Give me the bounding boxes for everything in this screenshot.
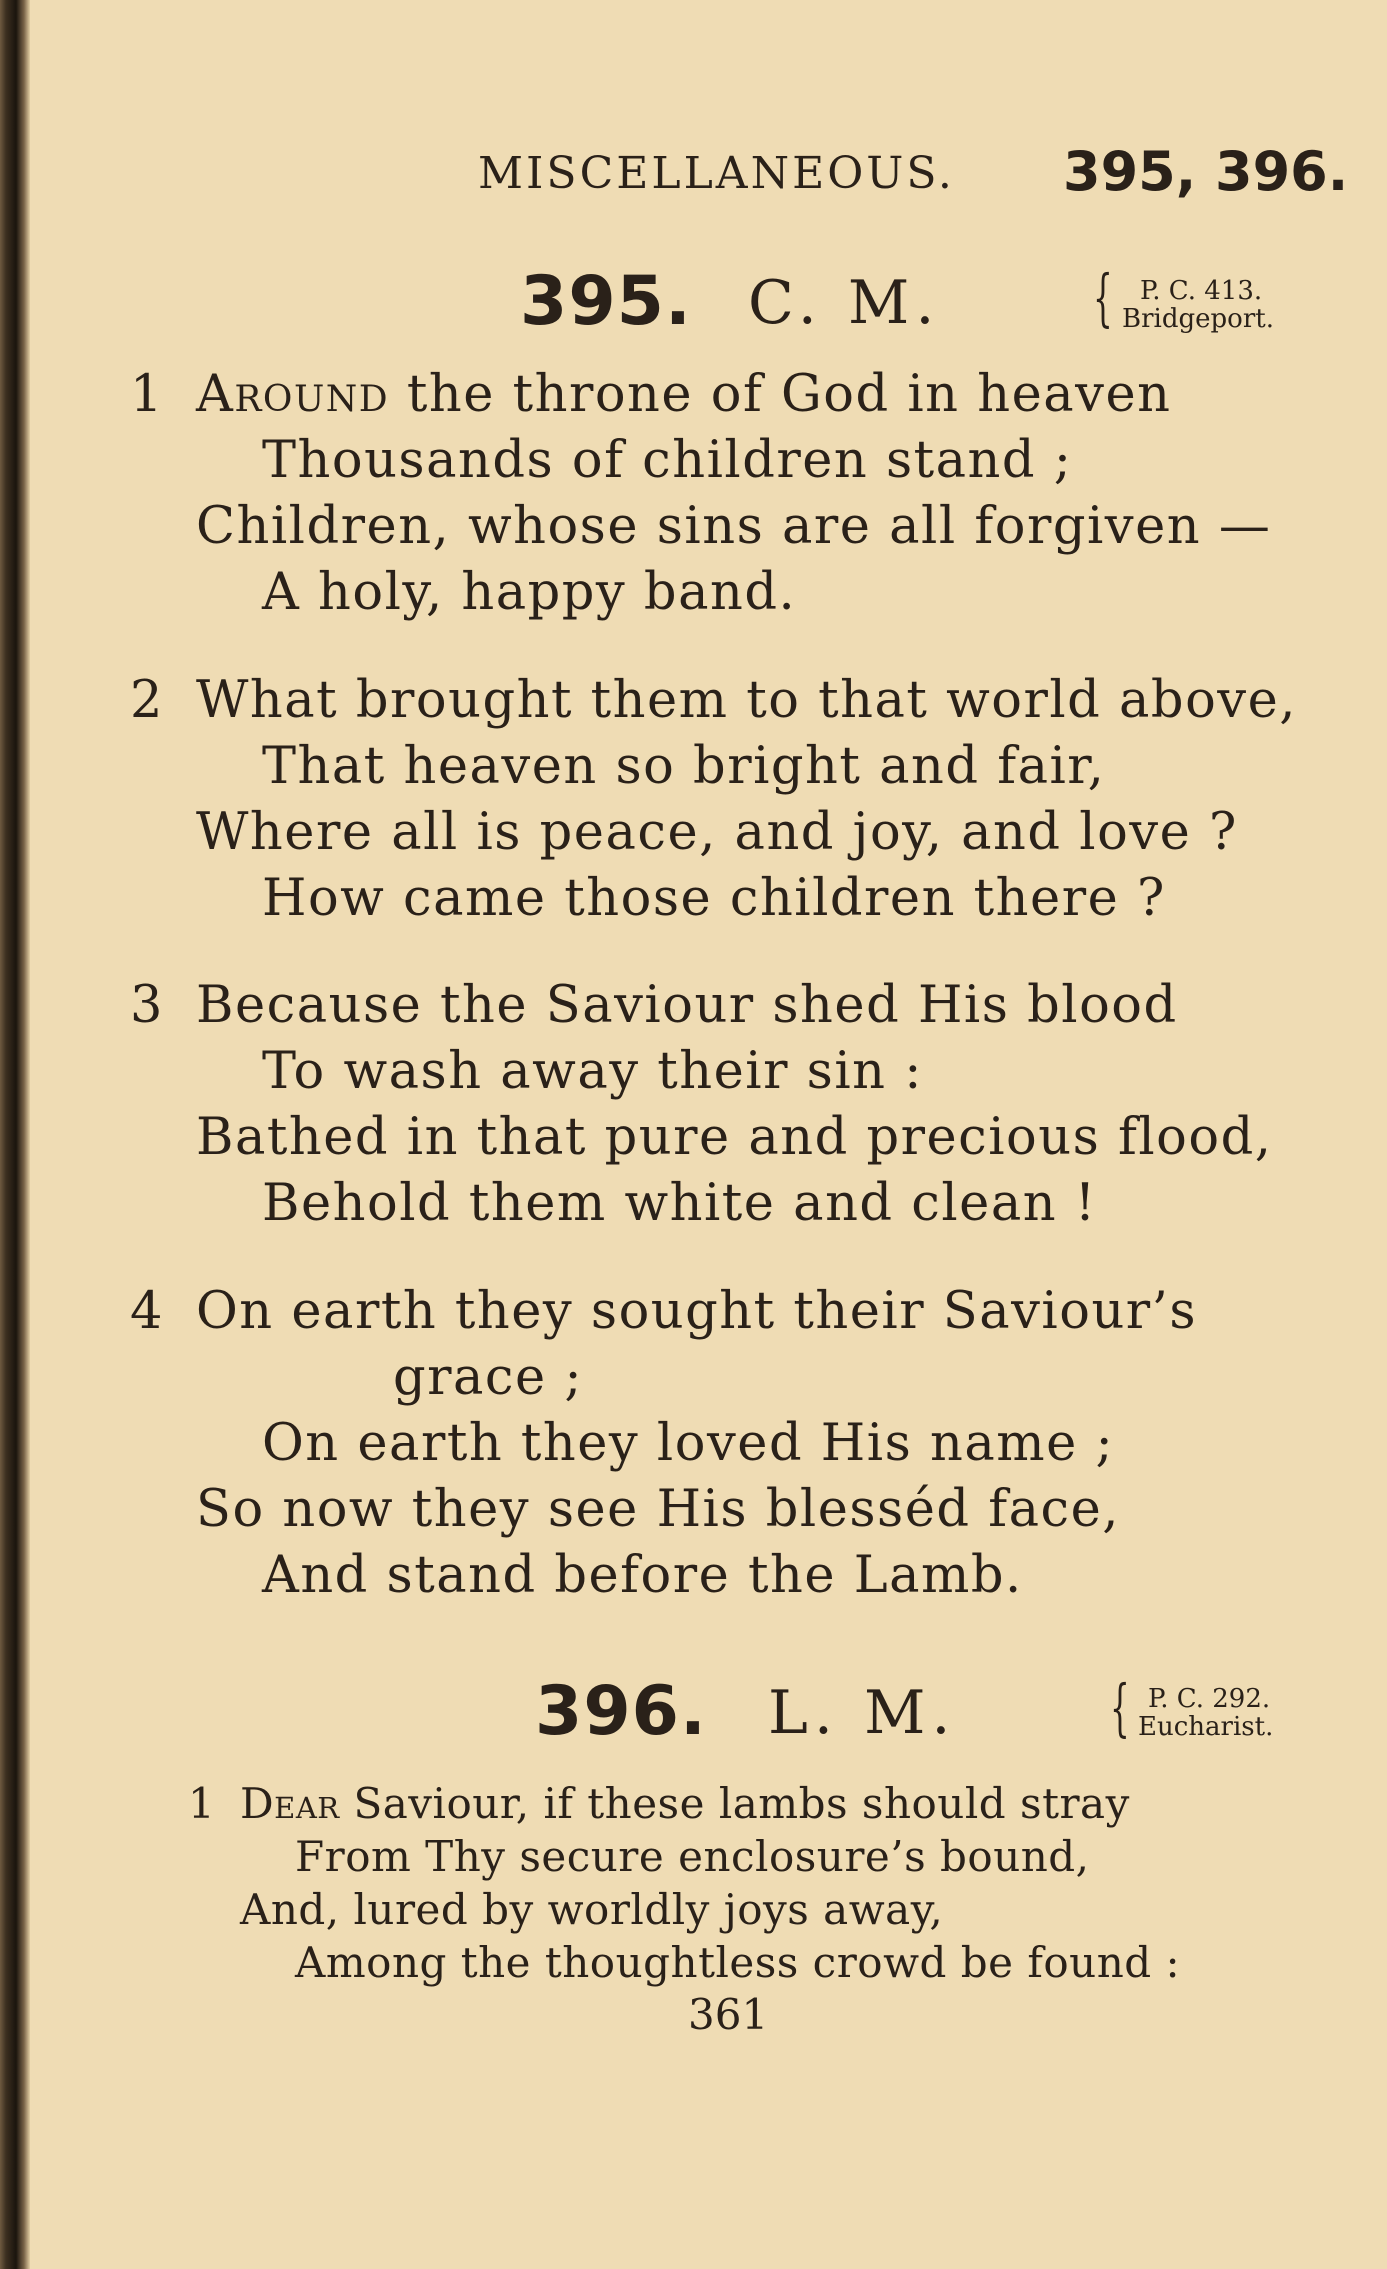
hymn-number: 396.	[535, 1672, 707, 1751]
verse-line-text: Saviour, if these lambs should stray	[339, 1779, 1130, 1828]
verse-line: Bathed in that pure and precious flood,	[196, 1108, 1273, 1167]
verse-line: And, lured by worldly joys away,	[240, 1885, 944, 1934]
header-hymn-numbers: 395, 396.	[1063, 140, 1349, 203]
verse-line: Children, whose sins are all forgiven —	[196, 497, 1272, 556]
verse-line: To wash away their sin :	[262, 1042, 923, 1101]
stanza-number: 1	[188, 1779, 216, 1828]
verse-line: On earth they sought their Saviour’s	[196, 1282, 1198, 1341]
tune-reference: P. C. 413.	[1140, 276, 1263, 306]
verse-line-turnover: grace ;	[393, 1348, 584, 1407]
verse-line-text: the throne of God in heaven	[389, 365, 1172, 424]
page-number: 361	[688, 1990, 769, 2039]
verse-first-word: Around	[196, 365, 390, 424]
verse-line: Where all is peace, and joy, and love ?	[196, 803, 1238, 862]
stanza-number: 1	[130, 365, 164, 424]
verse-line: What brought them to that world above,	[196, 671, 1297, 730]
hymn-meter: L. M.	[768, 1678, 957, 1748]
hymn-meter: C. M.	[748, 268, 941, 338]
verse-line: Thousands of children stand ;	[262, 431, 1073, 490]
stanza-number: 2	[130, 671, 164, 730]
verse-line	[196, 362, 1172, 428]
tune-brace: {	[1093, 261, 1113, 334]
tune-name: Bridgeport.	[1122, 304, 1274, 334]
stanza-number: 4	[130, 1282, 164, 1341]
verse-line: And stand before the Lamb.	[262, 1546, 1023, 1605]
verse-first-word: Dear	[240, 1779, 340, 1828]
verse-line: That heaven so bright and fair,	[262, 737, 1106, 796]
tune-reference: P. C. 292.	[1148, 1684, 1271, 1714]
hymn-number: 395.	[520, 262, 692, 341]
tune-brace: {	[1110, 1671, 1130, 1744]
verse-line: A holy, happy band.	[262, 563, 797, 622]
verse-line: Because the Saviour shed His blood	[196, 976, 1178, 1035]
verse-line: From Thy secure enclosure’s bound,	[295, 1832, 1090, 1881]
stanza-number: 3	[130, 976, 164, 1035]
tune-name: Eucharist.	[1138, 1712, 1274, 1742]
verse-line: Behold them white and clean !	[262, 1174, 1097, 1233]
verse-line: How came those children there ?	[262, 869, 1166, 928]
verse-line: Among the thoughtless crowd be found :	[295, 1938, 1181, 1987]
running-head: MISCELLANEOUS.	[478, 148, 955, 199]
verse-line	[240, 1777, 1130, 1830]
verse-line: So now they see His blesséd face,	[196, 1480, 1120, 1539]
verse-line: On earth they loved His name ;	[262, 1414, 1115, 1473]
